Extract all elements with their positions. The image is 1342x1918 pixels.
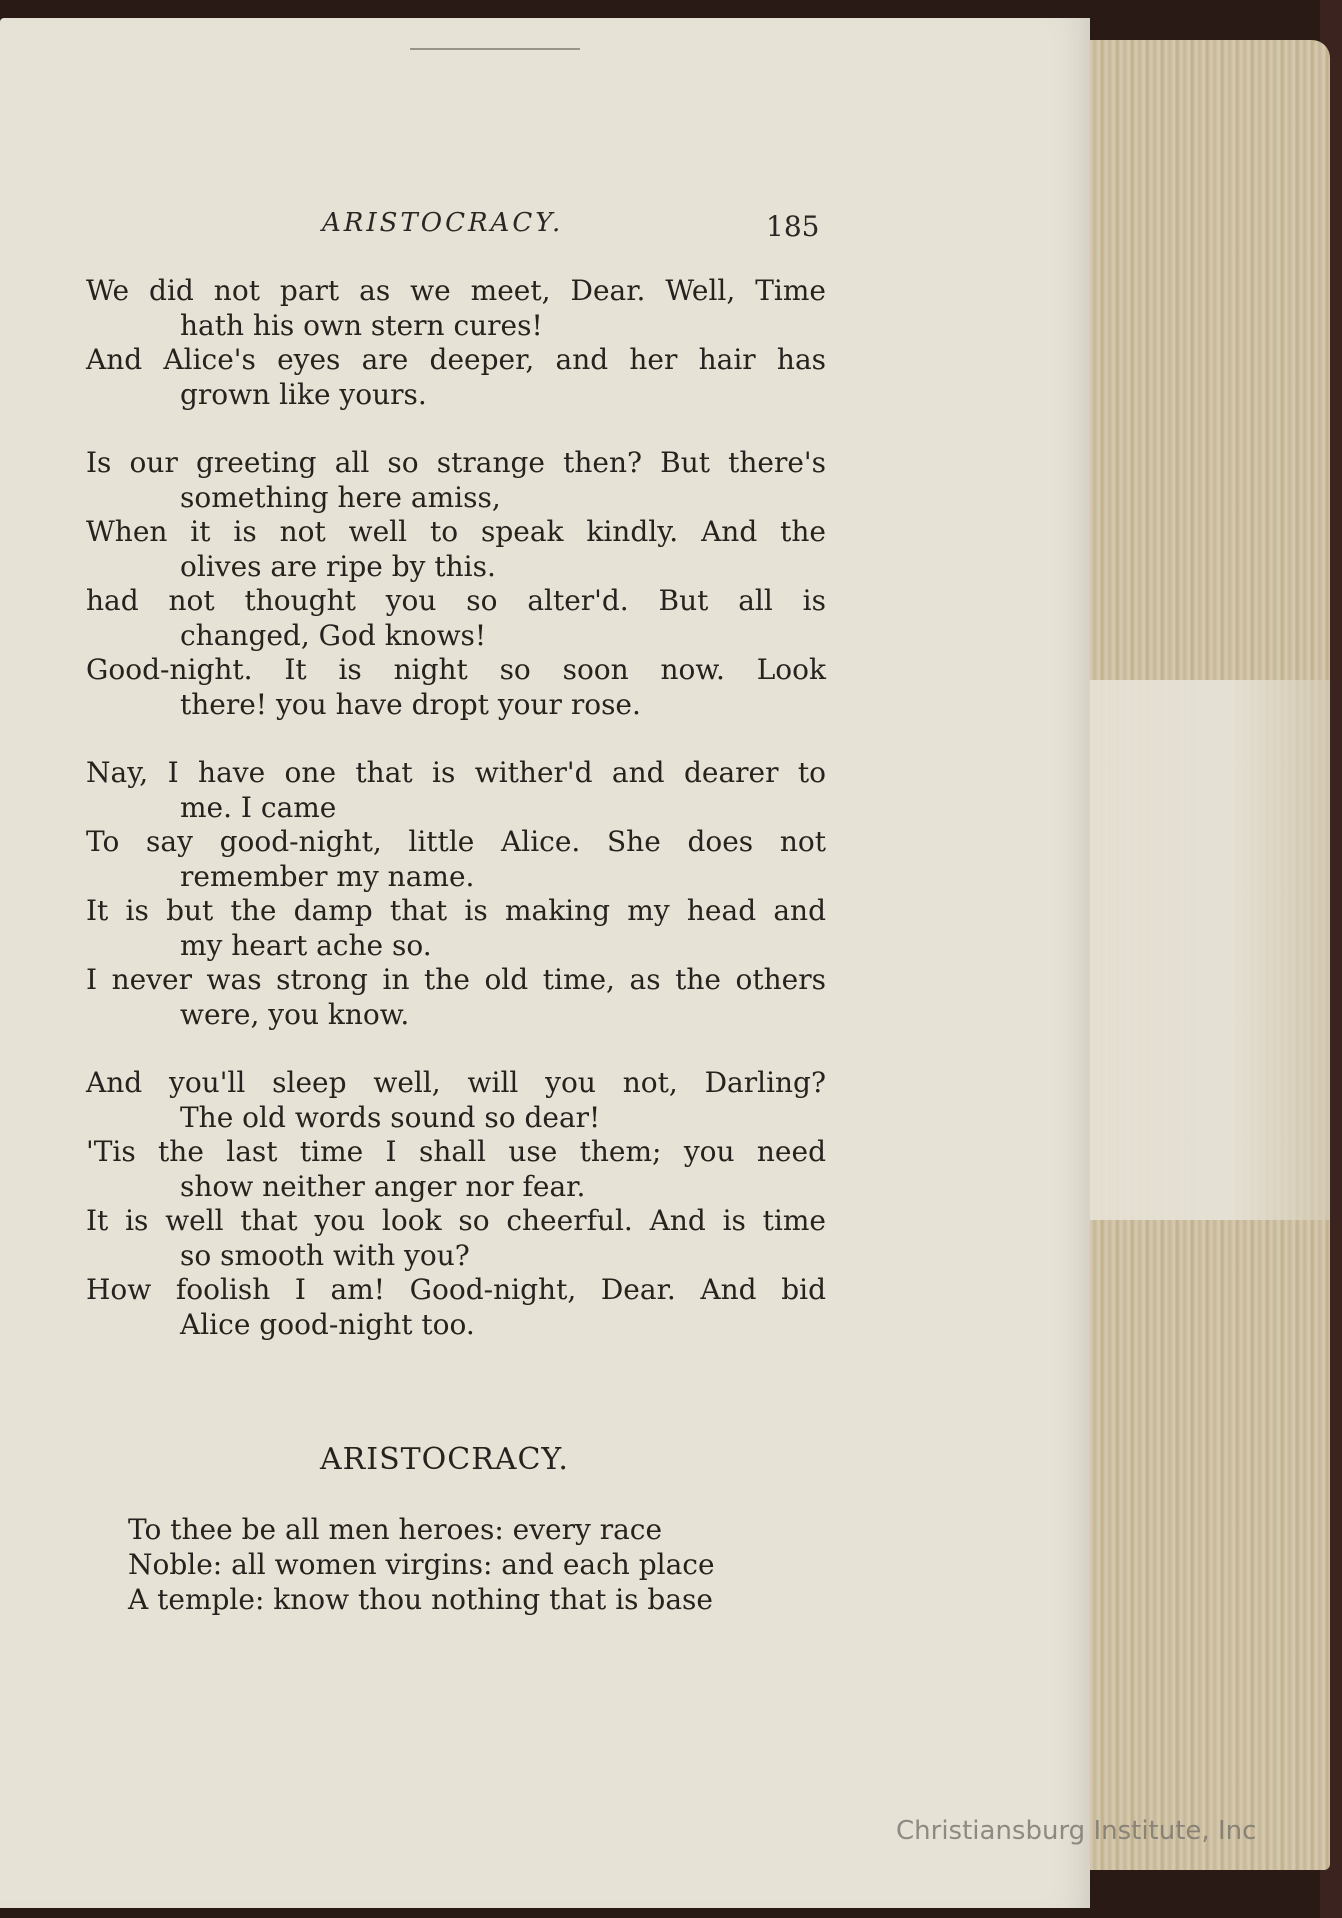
poem-line-continuation: were, you know.: [180, 997, 410, 1031]
poem-line: It is but the damp that is making my head and: [86, 894, 826, 927]
poem-line-continuation: show neither anger nor fear.: [180, 1169, 586, 1203]
poem-line-continuation: my heart ache so.: [180, 928, 432, 962]
poem-line-continuation: remember my name.: [180, 859, 475, 893]
poem-line: How foolish I am! Good-night, Dear. And bid: [86, 1273, 826, 1306]
poem-line-continuation: something here amiss,: [180, 480, 501, 514]
top-rule: [410, 48, 580, 50]
poem-title: ARISTOCRACY.: [320, 1442, 569, 1477]
poem-line: And Alice's eyes are deeper, and her hair has: [86, 343, 826, 376]
page-edges: [1080, 40, 1330, 1870]
poem-line: Nay, I have one that is wither'd and dearer to: [86, 756, 826, 789]
poem-line: Is our greeting all so strange then? But there's: [86, 446, 826, 479]
poem-line-continuation: The old words sound so dear!: [180, 1100, 601, 1134]
poem-line: When it is not well to speak kindly. And the: [86, 515, 826, 548]
poem-line: It is well that you look so cheerful. And is time: [86, 1204, 826, 1237]
stanza: [86, 1066, 826, 1342]
poem-line-continuation: me. I came: [180, 790, 337, 824]
poem-line: A temple: know thou nothing that is base: [128, 1583, 713, 1616]
poem-line-continuation: so smooth with you?: [180, 1238, 470, 1272]
poem-line: Noble: all women virgins: and each place: [128, 1548, 715, 1581]
poem-body: [86, 274, 826, 1376]
poem-line: I never was strong in the old time, as the others: [86, 963, 826, 996]
page-number: 185: [766, 210, 820, 243]
page-edges-glare: [1080, 680, 1330, 1220]
second-poem-body: [128, 1512, 715, 1617]
poem-line-continuation: olives are ripe by this.: [180, 549, 496, 583]
poem-line-continuation: grown like yours.: [180, 377, 427, 411]
poem-line: And you'll sleep well, will you not, Darling?: [86, 1066, 826, 1099]
watermark: Christiansburg Institute, Inc: [896, 1816, 1257, 1846]
stanza: [86, 446, 826, 722]
poem-line: 'Tis the last time I shall use them; you need: [86, 1135, 826, 1168]
poem-line: To say good-night, little Alice. She does not: [86, 825, 826, 858]
poem-line: Good-night. It is night so soon now. Look: [86, 653, 826, 686]
book-page: [0, 18, 1090, 1908]
poem-line-continuation: Alice good-night too.: [180, 1307, 475, 1341]
poem-line-continuation: there! you have dropt your rose.: [180, 687, 641, 721]
poem-line: We did not part as we meet, Dear. Well, Time: [86, 274, 826, 307]
poem-line: had not thought you so alter'd. But all is: [86, 584, 826, 617]
page-header: [0, 208, 1090, 248]
poem-line-continuation: hath his own stern cures!: [180, 308, 543, 342]
stanza: [86, 756, 826, 1032]
poem-line-continuation: changed, God knows!: [180, 618, 487, 652]
running-head: ARISTOCRACY.: [322, 208, 564, 238]
stanza: [86, 274, 826, 412]
poem-line: To thee be all men heroes: every race: [128, 1513, 663, 1546]
